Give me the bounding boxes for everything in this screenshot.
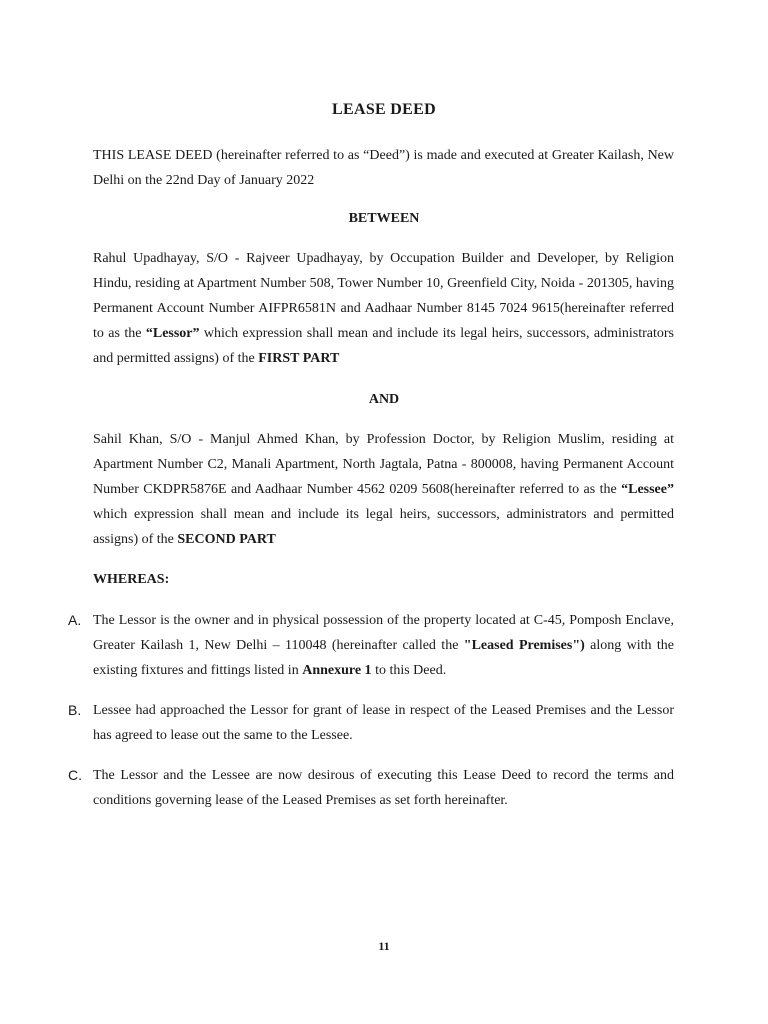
recital-a-text-2: along with the existing fixtures and fittings listed in	[93, 638, 674, 678]
lessor-text-2: which expression shall mean and include its legal heirs, successors, administrators and permitted assigns) of the	[93, 326, 675, 366]
whereas-heading: WHEREAS:	[93, 572, 170, 587]
document-title: LEASE DEED	[332, 101, 436, 118]
lessor-text-1: Rahul Upadhayay, S/O - Rajveer Upadhayay, by Occupation Builder and Developer, by Religion Hindu, residing at Apartment Number 508, Tower Number 10, Greenfield City, Noida - 201305, having Permanent Account Number AIFPR6581N and Aadhaar Number 8145 7024 9615(hereinafter referred to as the	[93, 251, 674, 341]
page-number: 11	[378, 939, 390, 953]
recital-item-a	[68, 608, 674, 683]
recital-marker: A.	[68, 612, 82, 628]
recital-a-text-1: The Lessor is the owner and in physical possession of the property located at C-45, Pomposh Enclave, Greater Kailash 1, New Delhi – 110048 (hereinafter called the	[93, 613, 674, 653]
between-heading: BETWEEN	[348, 211, 420, 226]
lessor-term: “Lessor”	[145, 326, 200, 341]
recital-marker: C.	[68, 767, 82, 783]
annexure-reference: Annexure 1	[302, 663, 372, 678]
recital-item-c	[68, 763, 674, 813]
lessee-text-1: Sahil Khan, S/O - Manjul Ahmed Khan, by Profession Doctor, by Religion Muslim, residing at Apartment Number C2, Manali Apartment, North Jagtala, Patna - 800008, having Permanent Account Number CKDPR5876E and Aadhaar Number 4562 0209 5608(hereinafter referred to as the	[93, 432, 674, 497]
recital-text: Lessee had approached the Lessor for grant of lease in respect of the Leased Premises and the Lessor has agreed to lease out the same to the Lessee.	[93, 703, 674, 743]
recital-a-text-3: to this Deed.	[371, 663, 447, 678]
intro-paragraph: THIS LEASE DEED (hereinafter referred to as “Deed”) is made and executed at Greater Kailash, New Delhi on the 22nd Day of January 2022	[93, 148, 674, 188]
lessee-text-2: which expression shall mean and include its legal heirs, successors, administrators and permitted assigns) of the	[93, 507, 674, 547]
first-part-label: FIRST PART	[258, 351, 340, 366]
recital-item-b	[68, 698, 674, 748]
recital-text: The Lessor and the Lessee are now desirous of executing this Lease Deed to record the terms and conditions governing lease of the Leased Premises as set forth hereinafter.	[93, 768, 674, 808]
lessee-paragraph	[93, 427, 674, 552]
second-part-label: SECOND PART	[177, 532, 276, 547]
leased-premises-term: "Leased Premises")	[463, 638, 585, 653]
and-heading: AND	[368, 392, 400, 407]
recital-marker: B.	[68, 702, 82, 718]
recital-text	[93, 608, 674, 683]
lessor-paragraph	[93, 246, 674, 371]
lessee-term: “Lessee”	[621, 482, 674, 497]
